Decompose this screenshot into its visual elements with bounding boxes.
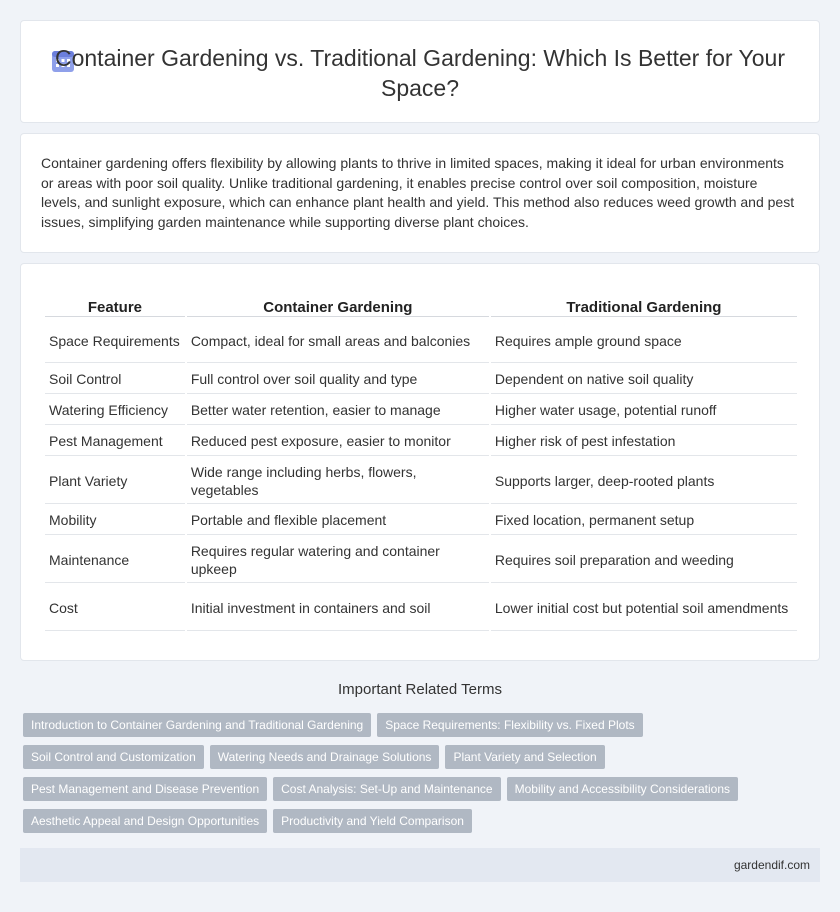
- column-header: Container Gardening: [187, 291, 489, 317]
- container-cell: Better water retention, easier to manage: [187, 396, 489, 425]
- traditional-cell: Requires soil preparation and weeding: [491, 537, 797, 583]
- container-cell: Compact, ideal for small areas and balconies: [187, 319, 489, 363]
- traditional-cell: Fixed location, permanent setup: [491, 506, 797, 535]
- related-term-tag[interactable]: Watering Needs and Drainage Solutions: [210, 745, 440, 769]
- footer: [20, 848, 820, 882]
- traditional-cell: Lower initial cost but potential soil amendments: [491, 585, 797, 631]
- column-header: Feature: [45, 291, 185, 317]
- table-row: [45, 585, 797, 631]
- table-row: [45, 427, 797, 456]
- container-cell: Requires regular watering and container upkeep: [187, 537, 489, 583]
- container-cell: Portable and flexible placement: [187, 506, 489, 535]
- page-title: Container Gardening vs. Traditional Gardening: Which Is Better for Your Space?: [54, 45, 785, 101]
- related-term-tag[interactable]: Introduction to Container Gardening and Traditional Gardening: [23, 713, 371, 737]
- related-term-tag[interactable]: Soil Control and Customization: [23, 745, 204, 769]
- related-term-tag[interactable]: Plant Variety and Selection: [445, 745, 604, 769]
- feature-cell: Mobility: [45, 506, 185, 535]
- footer-site-link[interactable]: gardendif.com: [733, 858, 810, 872]
- related-term-tag[interactable]: Aesthetic Appeal and Design Opportunities: [23, 809, 267, 833]
- table-row: [45, 506, 797, 535]
- related-term-tag[interactable]: Pest Management and Disease Prevention: [23, 777, 267, 801]
- intro-paragraph: Container gardening offers flexibility by allowing plants to thrive in limited spaces, making it ideal for urban environments or areas with poor soil quality. Unlike traditional gardening, it enables precise control over soil composition, moisture levels, and sunlight exposure, which can enhance plant health and yield. This method also reduces weed growth and pest issues, simplifying garden maintenance while supporting diverse plant choices.: [41, 155, 795, 230]
- related-term-tag[interactable]: Productivity and Yield Comparison: [273, 809, 472, 833]
- intro-card: [20, 133, 820, 253]
- table-row: [45, 365, 797, 394]
- container-cell: Wide range including herbs, flowers, vegetables: [187, 458, 489, 504]
- traditional-cell: Higher risk of pest infestation: [491, 427, 797, 456]
- feature-cell: Watering Efficiency: [45, 396, 185, 425]
- related-terms-list: [23, 713, 803, 833]
- feature-cell: Plant Variety: [45, 458, 185, 504]
- table-row: [45, 458, 797, 504]
- traditional-cell: Supports larger, deep-rooted plants: [491, 458, 797, 504]
- table-row: [45, 396, 797, 425]
- traditional-cell: Dependent on native soil quality: [491, 365, 797, 394]
- container-cell: Full control over soil quality and type: [187, 365, 489, 394]
- related-term-tag[interactable]: Space Requirements: Flexibility vs. Fixed Plots: [377, 713, 642, 737]
- traditional-cell: Requires ample ground space: [491, 319, 797, 363]
- related-terms-heading: Important Related Terms: [338, 681, 502, 698]
- related-term-tag[interactable]: Mobility and Accessibility Considerations: [507, 777, 738, 801]
- container-cell: Initial investment in containers and soil: [187, 585, 489, 631]
- feature-cell: Space Requirements: [45, 319, 185, 363]
- feature-cell: Maintenance: [45, 537, 185, 583]
- table-row: [45, 319, 797, 363]
- container-cell: Reduced pest exposure, easier to monitor: [187, 427, 489, 456]
- traditional-cell: Higher water usage, potential runoff: [491, 396, 797, 425]
- feature-cell: Soil Control: [45, 365, 185, 394]
- comparison-table-card: [20, 263, 820, 661]
- related-term-tag[interactable]: Cost Analysis: Set-Up and Maintenance: [273, 777, 500, 801]
- comparison-table: [43, 289, 799, 633]
- header-card: [20, 20, 820, 123]
- table-row: [45, 537, 797, 583]
- feature-cell: Cost: [45, 585, 185, 631]
- table-header-row: [45, 291, 797, 317]
- column-header: Traditional Gardening: [491, 291, 797, 317]
- feature-cell: Pest Management: [45, 427, 185, 456]
